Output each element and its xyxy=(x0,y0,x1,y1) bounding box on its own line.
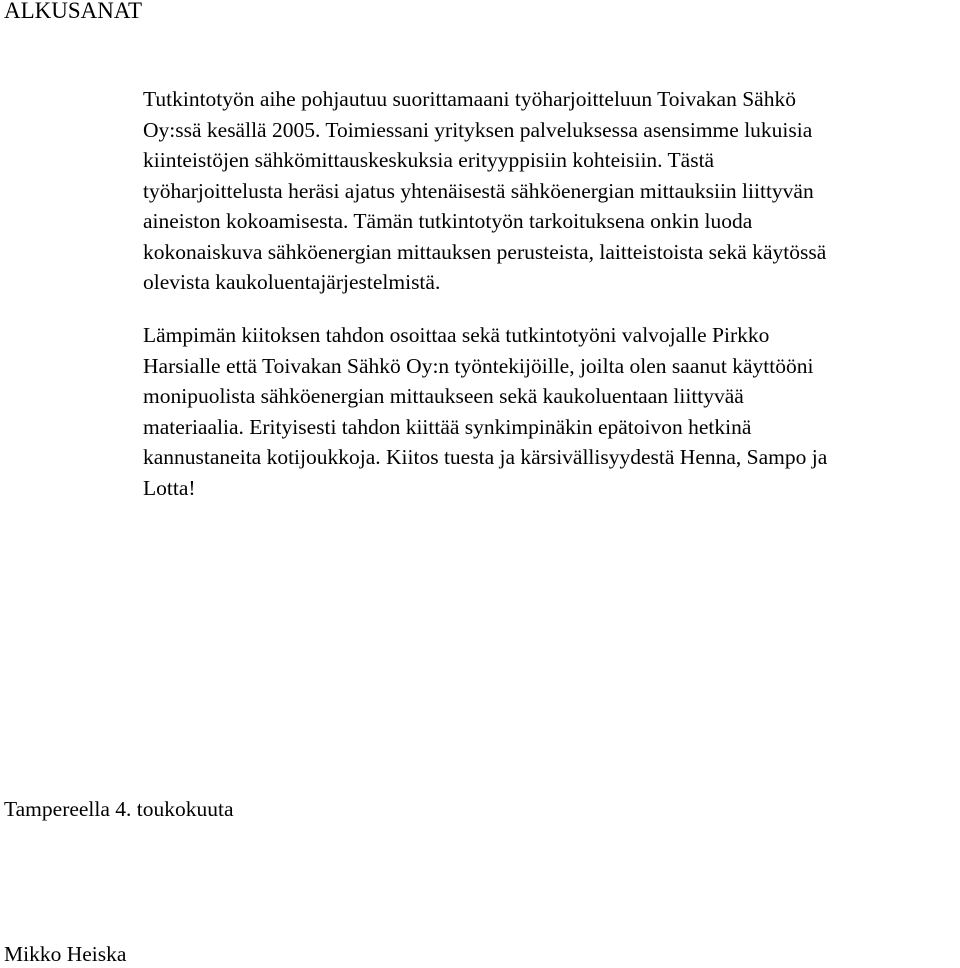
paragraph-line: Oy:ssä kesällä 2005. Toimiessani yrityksen palveluksessa asensimme lukuisia xyxy=(143,117,813,142)
paragraph-line: olevista kaukoluentajärjestelmistä. xyxy=(143,270,441,294)
paragraph-line: kiinteistöjen sähkömittauskeskuksia erityyppisiin kohteisiin. Tästä xyxy=(143,148,715,172)
paragraph-line: Harsialle että Toivakan Sähkö Oy:n työntekijöille, joilta olen saanut käyttööni xyxy=(143,353,814,378)
paragraph-line: Tutkintotyön aihe pohjautuu suorittamaani työharjoitteluun Toivakan Sähkö xyxy=(143,87,796,111)
paragraph-line: materiaalia. Erityisesti tahdon kiittää synkimpinäkin epätoivon hetkinä xyxy=(143,414,752,439)
paragraph-line: Lotta! xyxy=(143,475,196,500)
paragraph-line: kannustaneita kotijoukkoja. Kiitos tuesta ja kärsivällisyydestä Henna, Sampo ja xyxy=(143,445,828,469)
paragraph-acknowledgements xyxy=(143,320,960,503)
paragraph-topic xyxy=(143,84,960,298)
paragraph-line: kokonaiskuva sähköenergian mittauksen perusteista, laitteistoista sekä käytössä xyxy=(143,239,827,264)
author-signature: Mikko Heiska xyxy=(4,942,127,966)
place-and-date: Tampereella 4. toukokuuta xyxy=(4,797,234,821)
paragraph-line: aineiston kokoamisesta. Tämän tutkintotyön tarkoituksena onkin luoda xyxy=(143,209,753,233)
paragraph-line: työharjoittelusta heräsi ajatus yhtenäisestä sähköenergian mittauksiin liittyvän xyxy=(143,178,814,203)
paragraph-line: monipuolista sähköenergian mittaukseen sekä kaukoluentaan liittyvää xyxy=(143,384,744,408)
document-heading: ALKUSANAT xyxy=(4,0,142,23)
paragraph-line: Lämpimän kiitoksen tahdon osoittaa sekä tutkintotyöni valvojalle Pirkko xyxy=(143,323,770,347)
